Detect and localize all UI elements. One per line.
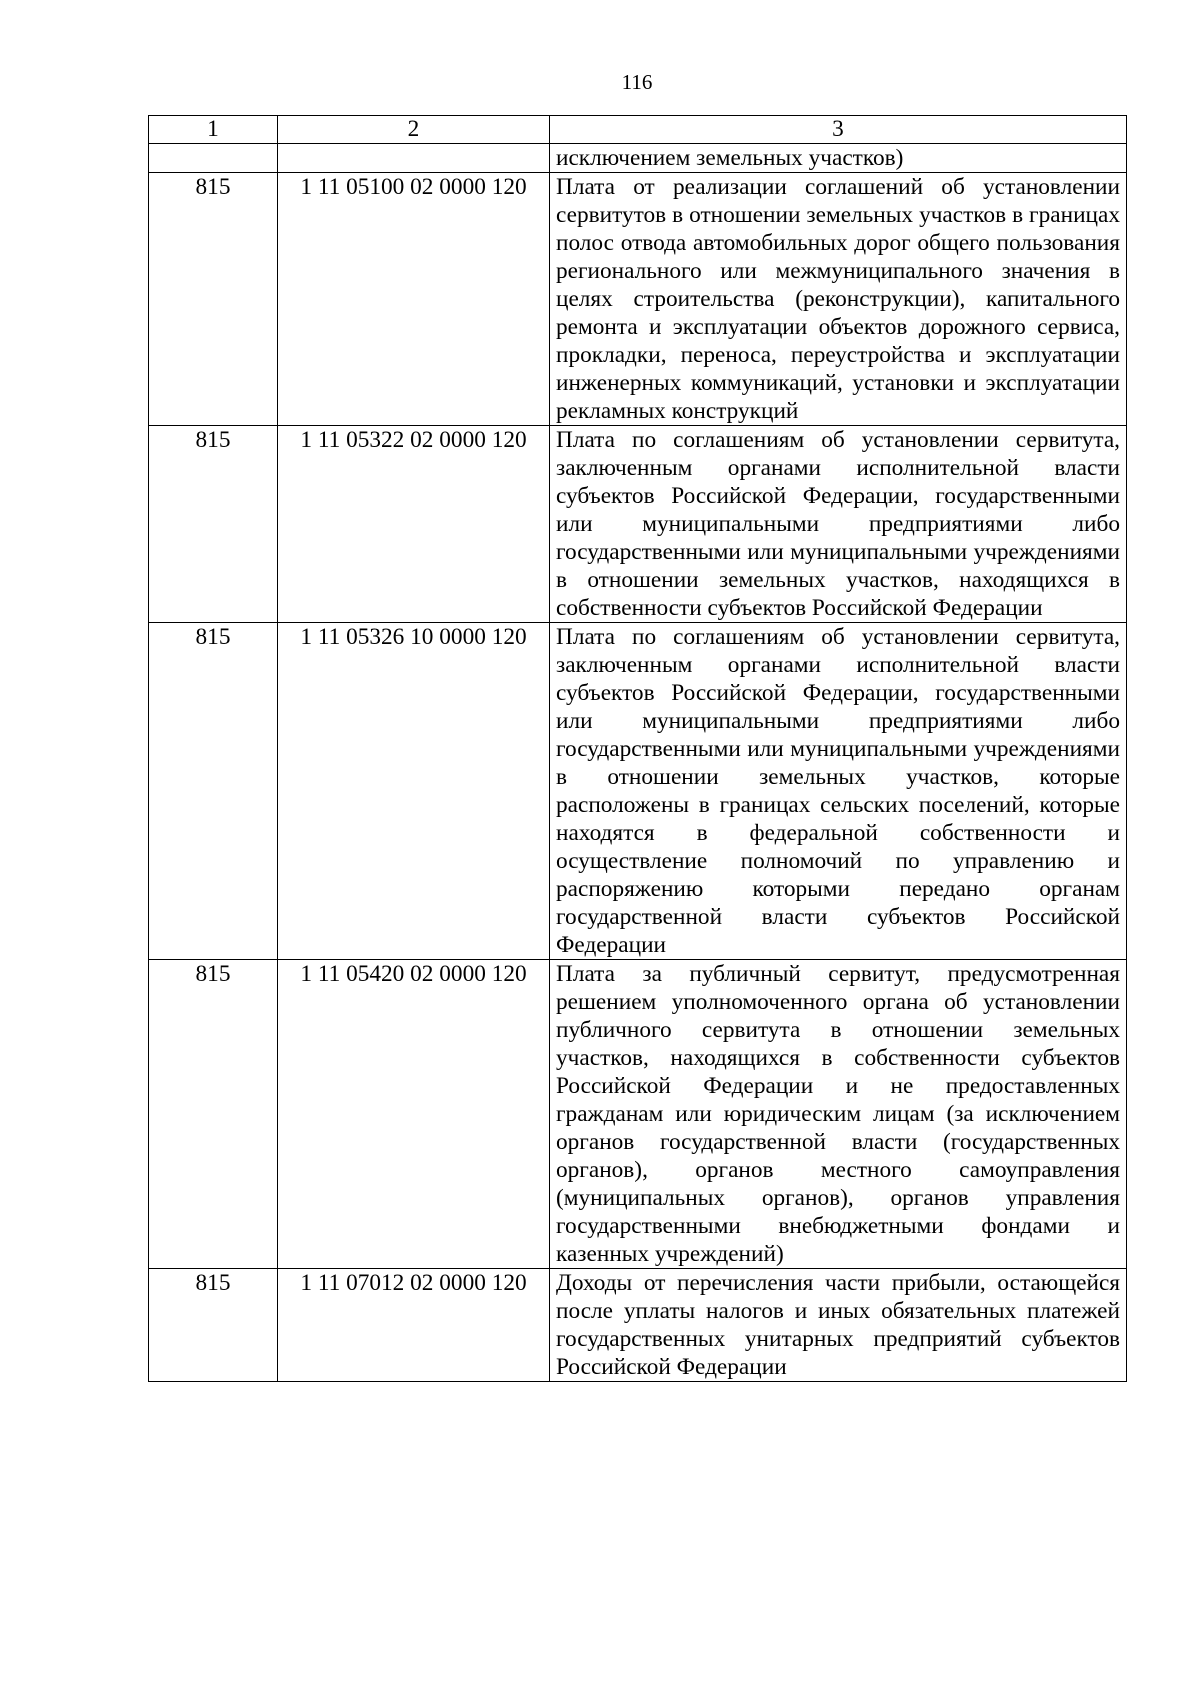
table-row [149, 960, 1127, 1269]
revenue-code-cell: 1 11 07012 02 0000 120 [278, 1269, 550, 1382]
revenue-code-cell: 1 11 05100 02 0000 120 [278, 173, 550, 426]
revenue-codes-table [148, 115, 1127, 1382]
header-col-3: 3 [550, 116, 1127, 144]
table-header-row [149, 116, 1127, 144]
header-col-1: 1 [149, 116, 278, 144]
revenue-code-cell: 1 11 05420 02 0000 120 [278, 960, 550, 1269]
revenue-name-cell: Плата от реализации соглашений об установлении сервитутов в отношении земельных участков в границах полос отвода автомобильных дорог общего пользования регионального или межмуниципального значения в целях строительства (реконструкции), капитального ремонта и эксплуатации объектов дорожного сервиса, прокладки, переноса, переустройства и эксплуатации инженерных коммуникаций, установки и эксплуатации рекламных конструкций [550, 173, 1127, 426]
revenue-name-cell: Плата по соглашениям об установлении сервитута, заключенным органами исполнительной власти субъектов Российской Федерации, государственными или муниципальными предприятиями либо государственными или муниципальными учреждениями в отношении земельных участков, находящихся в собственности субъектов Российской Федерации [550, 426, 1127, 623]
table-row [149, 1269, 1127, 1382]
revenue-name-cell: Доходы от перечисления части прибыли, остающейся после уплаты налогов и иных обязательных платежей государственных унитарных предприятий субъектов Российской Федерации [550, 1269, 1127, 1382]
revenue-name-cell: Плата за публичный сервитут, предусмотренная решением уполномоченного органа об установлении публичного сервитута в отношении земельных участков, находящихся в собственности субъектов Российской Федерации и не предоставленных гражданам или юридическим лицам (за исключением органов государственной власти (государственных органов), органов местного самоуправления (муниципальных органов), органов управления государственными внебюджетными фондами и казенных учреждений) [550, 960, 1127, 1269]
table-row [149, 426, 1127, 623]
revenue-code-cell: 1 11 05326 10 0000 120 [278, 623, 550, 960]
table-row [149, 173, 1127, 426]
revenue-name-cell: Плата по соглашениям об установлении сервитута, заключенным органами исполнительной власти субъектов Российской Федерации, государственными или муниципальными предприятиями либо государственными или муниципальными учреждениями в отношении земельных участков, которые расположены в границах сельских поселений, которые находятся в федеральной собственности и осуществление полномочий по управлению и распоряжению которыми передано органам государственной власти субъектов Российской Федерации [550, 623, 1127, 960]
header-col-2: 2 [278, 116, 550, 144]
admin-code-cell: 815 [149, 1269, 278, 1382]
admin-code-cell: 815 [149, 623, 278, 960]
admin-code-cell [149, 144, 278, 173]
admin-code-cell: 815 [149, 173, 278, 426]
table-row [149, 144, 1127, 173]
page-number: 116 [621, 70, 653, 94]
admin-code-cell: 815 [149, 960, 278, 1269]
table-row [149, 623, 1127, 960]
revenue-code-cell: 1 11 05322 02 0000 120 [278, 426, 550, 623]
admin-code-cell: 815 [149, 426, 278, 623]
revenue-code-cell [278, 144, 550, 173]
revenue-name-cell: исключением земельных участков) [550, 144, 1127, 173]
